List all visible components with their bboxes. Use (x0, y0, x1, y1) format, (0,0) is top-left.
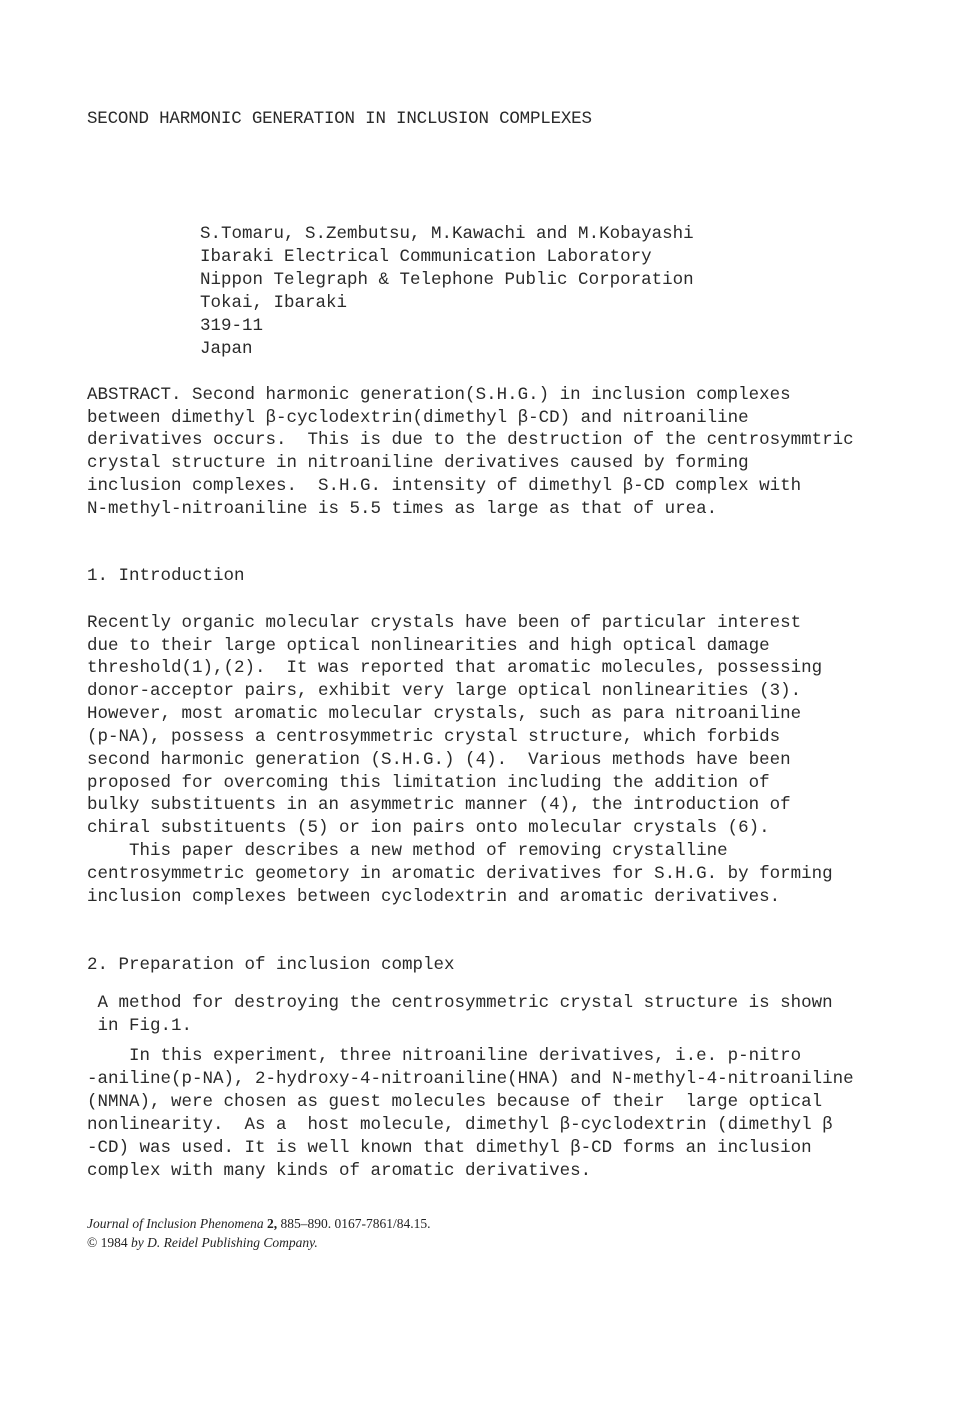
citation-line (87, 1214, 430, 1233)
body-line: threshold(1),(2). It was reported that aromatic molecules, possessing (87, 658, 823, 678)
body-line: donor-acceptor pairs, exhibit very large optical nonlinearities (3). (87, 681, 802, 701)
body-line: due to their large optical nonlinearities and high optical damage (87, 636, 770, 656)
body-line: complex with many kinds of aromatic derivatives. (87, 1161, 592, 1181)
copyright-line (87, 1233, 430, 1252)
body-line: bulky substituents in an asymmetric manner (4), the introduction of (87, 795, 791, 815)
body-line: A method for destroying the centrosymmetric crystal structure is shown (87, 993, 833, 1013)
publisher: by D. Reidel Publishing Company. (131, 1235, 318, 1250)
body-line: second harmonic generation (S.H.G.) (4). Various methods have been (87, 750, 791, 770)
affiliation-line: 319-11 (200, 316, 264, 336)
abstract-line: derivatives occurs. This is due to the destruction of the centrosymmtric (87, 430, 854, 450)
body-line: centrosymmetric geometory in aromatic derivatives for S.H.G. by forming (87, 864, 833, 884)
journal-name: Journal of Inclusion Phenomena (87, 1216, 264, 1231)
body-line: (p-NA), possess a centrosymmetric crystal structure, which forbids (87, 727, 781, 747)
body-line: -aniline(p-NA), 2-hydroxy-4-nitroaniline(HNA) and N-methyl-4-nitroaniline (87, 1069, 854, 1089)
body-line: -CD) was used. It is well known that dimethyl β-CD forms an inclusion (87, 1138, 812, 1158)
abstract-line: ABSTRACT. Second harmonic generation(S.H.G.) in inclusion complexes (87, 385, 791, 405)
body-line: In this experiment, three nitroaniline derivatives, i.e. p-nitro (87, 1046, 802, 1066)
body-line: Recently organic molecular crystals have been of particular interest (87, 613, 802, 633)
body-line: inclusion complexes between cyclodextrin and aromatic derivatives. (87, 887, 781, 907)
body-line: in Fig.1. (87, 1016, 193, 1036)
author-names: S.Tomaru, S.Zembutsu, M.Kawachi and M.Kobayashi (200, 224, 694, 244)
journal-pages: 885–890. 0167-7861/84.15. (277, 1216, 431, 1231)
paper-title: SECOND HARMONIC GENERATION IN INCLUSION COMPLEXES (87, 109, 592, 129)
abstract-line: between dimethyl β-cyclodextrin(dimethyl β-CD) and nitroaniline (87, 408, 749, 428)
copyright-year: © 1984 (87, 1235, 132, 1250)
body-line: (NMNA), were chosen as guest molecules because of their large optical (87, 1092, 823, 1112)
affiliation-line: Japan (200, 339, 253, 359)
body-line: proposed for overcoming this limitation including the addition of (87, 773, 770, 793)
body-line: However, most aromatic molecular crystals, such as para nitroaniline (87, 704, 802, 724)
body-line: This paper describes a new method of removing crystalline (87, 841, 728, 861)
abstract-line: crystal structure in nitroaniline derivatives caused by forming (87, 453, 749, 473)
section-heading-preparation: 2. Preparation of inclusion complex (87, 955, 455, 975)
abstract-line: inclusion complexes. S.H.G. intensity of dimethyl β-CD complex with (87, 476, 802, 496)
affiliation-line: Ibaraki Electrical Communication Laboratory (200, 247, 652, 267)
body-line: chiral substituents (5) or ion pairs onto molecular crystals (6). (87, 818, 770, 838)
affiliation-line: Nippon Telegraph & Telephone Public Corporation (200, 270, 694, 290)
section-heading-introduction: 1. Introduction (87, 566, 245, 586)
body-line: nonlinearity. As a host molecule, dimethyl β-cyclodextrin (dimethyl β (87, 1115, 833, 1135)
journal-footer (87, 1214, 430, 1252)
affiliation-line: Tokai, Ibaraki (200, 293, 348, 313)
journal-volume: 2, (266, 1216, 278, 1231)
abstract-line: N-methyl-nitroaniline is 5.5 times as large as that of urea. (87, 499, 718, 519)
